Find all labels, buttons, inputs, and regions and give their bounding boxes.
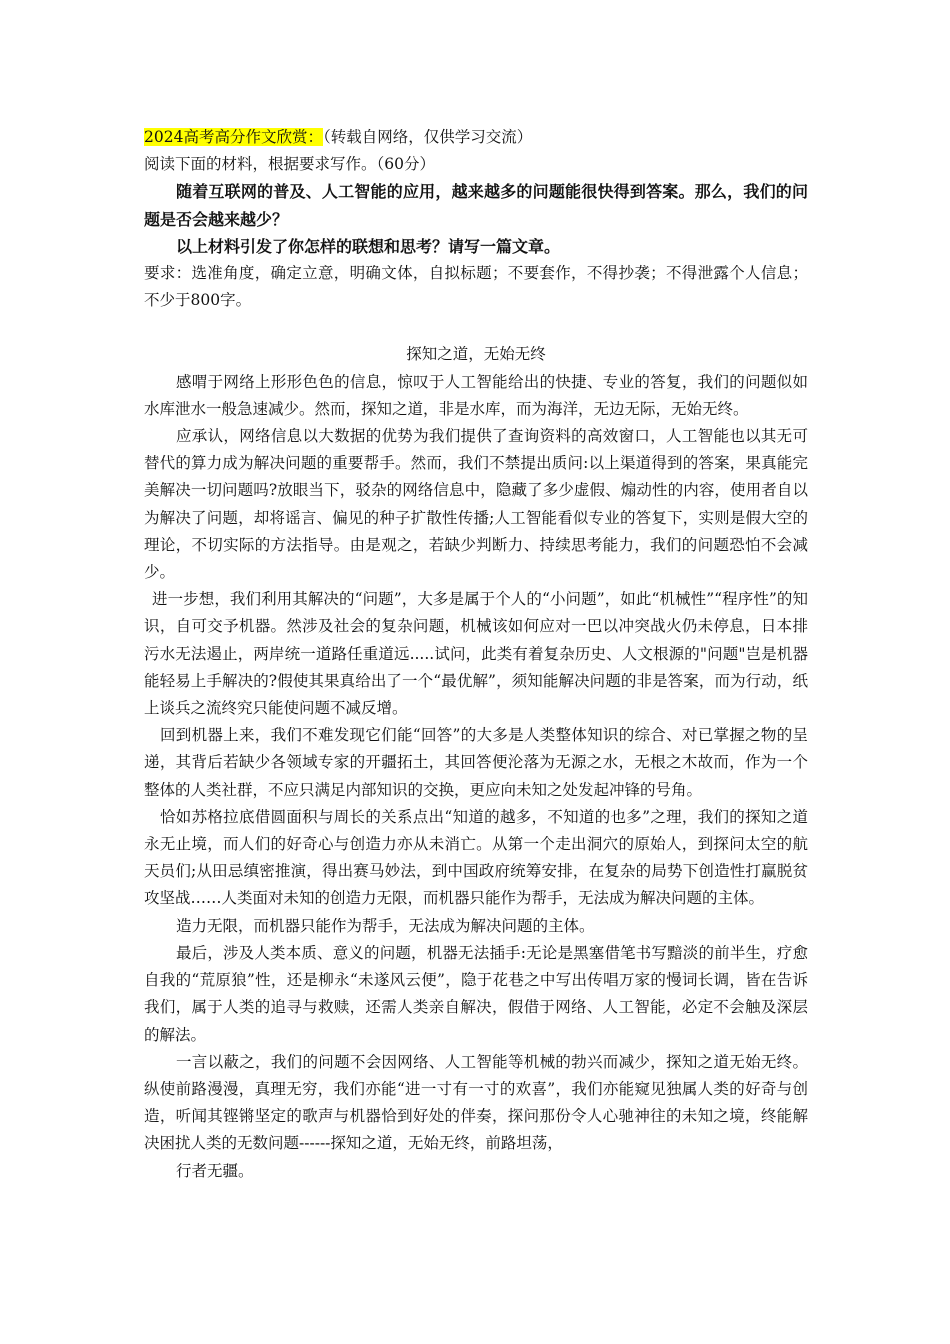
instruction: 阅读下面的材料，根据要求写作。（60分） <box>144 155 435 174</box>
requirements: 要求：选准角度，确定立意，明确文体，自拟标题；不要套作，不得抄袭；不得泄露个人信息；不少于800字。 <box>144 264 808 310</box>
essay-paragraph: 造力无限，而机器只能作为帮手，无法成为解决问题的主体。 <box>176 916 595 935</box>
essay-paragraph: 进一步想，我们利用其解决的“问题”，大多是属于个人的“小问题”，如此“机械性”“程序性”的知识，自可交予机器。然涉及社会的复杂问题，机械该如何应对一巴以冲突战火仍未停息，日本排污水无法遏止，两岸统一道路任重道远.....试问，此类有着复杂历史、人文根源的"问题"岂是机器能轻易上手解决的?假使其果真给出了一个“最优解”，须知能解决问题的非是答案，而为行动，纸上谈兵之流终究只能使问题不减反增。 <box>144 590 808 718</box>
essay-paragraph: 恰如苏格拉底借圆面积与周长的关系点出“知道的越多，不知道的也多”之理，我们的探知之道永无止境，而人们的好奇心与创造力亦从未消亡。从第一个走出洞穴的原始人，到探问太空的航天员们;从田忌缜密推演，得出赛马妙法，到中国政府统筹安排，在复杂的局势下创造性打赢脱贫攻坚战……人类面对未知的创造力无限，而机器只能作为帮手，无法成为解决问题的主体。 <box>144 807 808 908</box>
essay-title: 探知之道，无始无终 <box>406 345 546 364</box>
prompt-material: 随着互联网的普及、人工智能的应用，越来越多的问题能很快得到答案。那么，我们的问题是否会越来越少？ <box>144 182 808 229</box>
essay-paragraph: 行者无疆。 <box>176 1161 254 1180</box>
spacer <box>144 314 808 341</box>
highlighted-label: 2024高考高分作文欣赏： <box>144 128 323 146</box>
essay-paragraph: 感喟于网络上形形色色的信息，惊叹于人工智能给出的快捷、专业的答复，我们的问题似如水库泄水一般急速减少。然而，探知之道，非是水库，而为海洋，无边无际，无始无终。 <box>144 372 808 418</box>
prompt-question: 以上材料引发了你怎样的联想和思考？请写一篇文章。 <box>176 236 561 256</box>
essay-paragraph: 最后，涉及人类本质、意义的问题，机器无法插手:无论是黑塞借笔书写黯淡的前半生，疗愈自我的“荒原狼”性，还是柳永“未遂风云便”，隐于花巷之中写出传唱万家的慢词长调，皆在告诉我们，属于人类的追寻与救赎，还需人类亲自解决，假借于网络、人工智能，必定不会触及深层的解法。 <box>144 943 808 1044</box>
source-note: （转载自网络，仅供学习交流） <box>322 128 533 146</box>
document-body <box>144 124 808 1185</box>
essay-paragraph: 应承认，网络信息以大数据的优势为我们提供了查询资料的高效窗口，人工智能也以其无可替代的算力成为解决问题的重要帮手。然而，我们不禁提出质问:以上渠道得到的答案，果真能完美解决一切问题吗?放眼当下，驳杂的网络信息中，隐藏了多少虚假、煽动性的内容，使用者自以为解决了问题，却将谣言、偏见的种子扩散性传播;人工智能看似专业的答复下，实则是假大空的理论，不切实际的方法指导。由是观之，若缺少判断力、持续思考能力，我们的问题恐怕不会减少。 <box>144 427 808 582</box>
essay-paragraph: 回到机器上来，我们不难发现它们能“回答”的大多是人类整体知识的综合、对已掌握之物的呈递，其背后若缺少各领域专家的开疆拓土，其回答便沦落为无源之水，无根之木故而，作为一个整体的人类社群，不应只满足内部知识的交换，更应向未知之处发起冲锋的号角。 <box>144 726 808 799</box>
header-line <box>144 124 808 151</box>
essay-paragraph: 一言以蔽之，我们的问题不会因网络、人工智能等机械的勃兴而减少，探知之道无始无终。纵使前路漫漫，真理无穷，我们亦能“进一寸有一寸的欢喜”，我们亦能窥见独属人类的好奇与创造，听闻其铿锵坚定的歌声与机器恰到好处的伴奏，探问那份令人心驰神往的未知之境，终能解决困扰人类的无数问题------探知之道，无始无终，前路坦荡， <box>144 1052 808 1153</box>
